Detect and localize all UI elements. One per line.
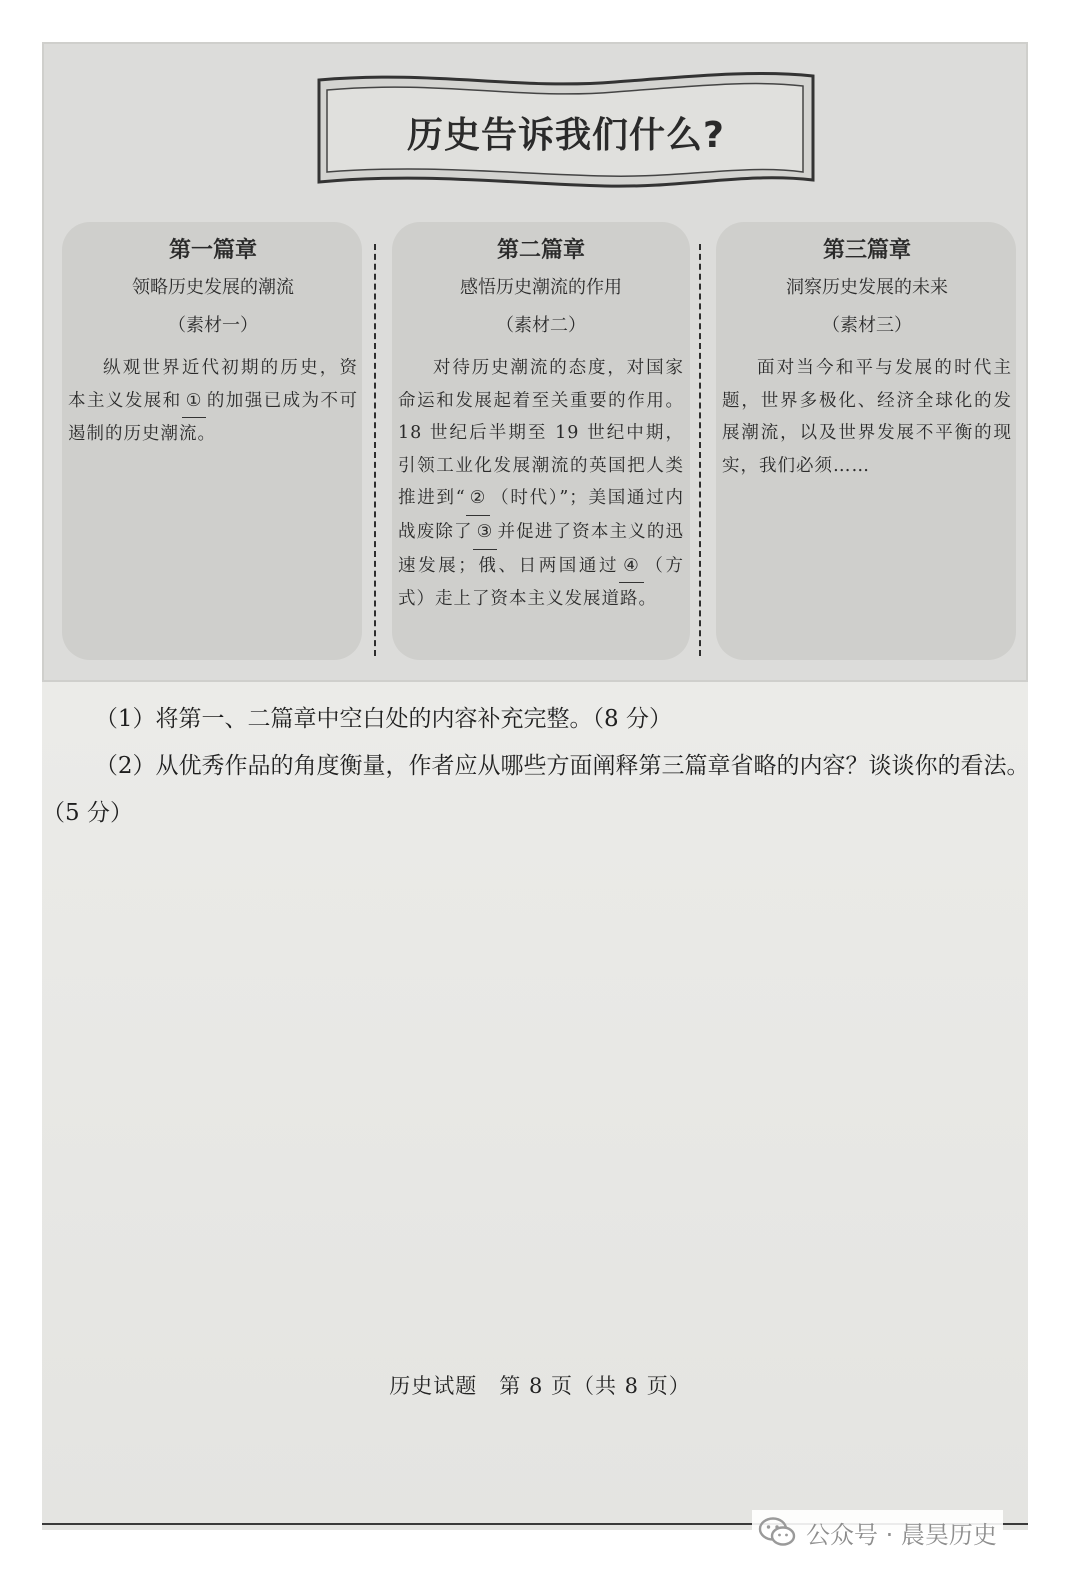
body-text: （时代）”；美国通过内战废除了 — [398, 488, 684, 542]
watermark-text: 公众号 · 晨昊历史 — [806, 1520, 997, 1549]
column-divider-1 — [374, 244, 376, 656]
chapter-subtitle: 领略历史发展的潮流 — [132, 277, 294, 298]
chapter-3 — [722, 232, 1012, 482]
question-2: （2）从优秀作品的角度衡量，作者应从哪些方面阐释第三篇章省略的内容？谈谈你的看法。（5 分） — [42, 753, 1030, 826]
page-title: 历史告诉我们什么? — [407, 114, 725, 156]
chapter-title: 第一篇章 — [168, 238, 257, 263]
wechat-icon — [758, 1516, 796, 1548]
body-text: 纵观世界近代初期的历史，资本主义发展和 — [68, 358, 358, 411]
page-footer: 历史试题 第 8 页（共 8 页） — [389, 1374, 691, 1398]
chapter-material-label: （素材二） — [496, 315, 586, 336]
chapter-material-label: （素材一） — [168, 315, 258, 336]
blank-2: ② — [466, 482, 491, 516]
chapter-1 — [68, 232, 358, 451]
chapter-body — [68, 352, 358, 451]
blank-3: ③ — [473, 516, 498, 550]
body-text: （方式）走上了资本主义发展道路。 — [398, 555, 685, 610]
chapter-subtitle: 洞察历史发展的未来 — [786, 277, 948, 298]
body-text: 对待历史潮流的态度，对国家命运和发展起着至关重要的作用。18 世纪后半期至 19 世纪中期，引领工业化发展潮流的英国把人类推进到“ — [398, 358, 684, 509]
chapter-body — [722, 352, 1012, 482]
question-1: （1）将第一、二篇章中空白处的内容补充完整。（8 分） — [94, 706, 672, 732]
questions — [42, 696, 1032, 837]
chapter-title: 第二篇章 — [496, 238, 585, 263]
chapter-2 — [398, 232, 684, 616]
body-text: 并促进了资本主义的迅速发展；俄、日两国通过 — [398, 521, 684, 576]
blank-1: ① — [182, 385, 207, 419]
chapter-body — [398, 352, 684, 616]
blank-4: ④ — [619, 550, 644, 584]
chapter-material-label: （素材三） — [822, 315, 912, 336]
body-text: 的加强已成为不可遏制的历史潮流。 — [68, 390, 359, 445]
chapter-title: 第三篇章 — [822, 238, 911, 263]
column-divider-2 — [699, 244, 701, 656]
chapter-subtitle: 感悟历史潮流的作用 — [460, 277, 622, 298]
watermark — [752, 1510, 1003, 1554]
body-text: 面对当今和平与发展的时代主题，世界多极化、经济全球化的发展潮流，以及世界发展不平衡的现实，我们必须…… — [722, 358, 1012, 476]
title-ribbon — [315, 68, 817, 192]
